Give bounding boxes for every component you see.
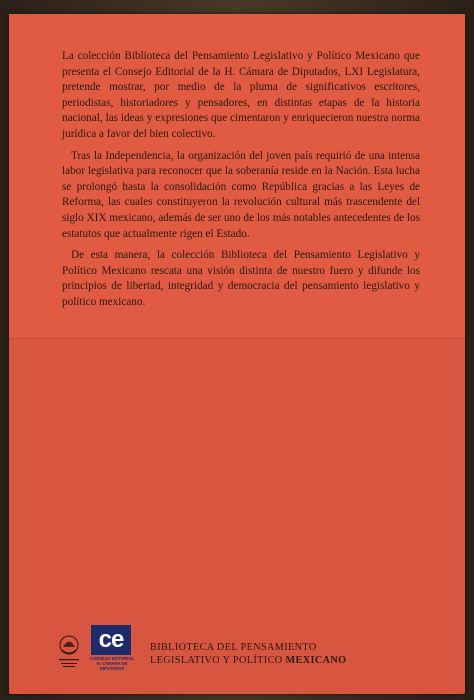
- synopsis-text: [62, 49, 420, 311]
- series-title-line2-bold: MEXICANO: [285, 655, 347, 666]
- coat-of-arms-icon: [53, 632, 85, 674]
- series-title-line1: BIBLIOTECA DEL PENSAMIENTO: [150, 642, 317, 653]
- logo-caption: CONSEJO EDITORIAL H. CÁMARA DE DIPUTADOS: [89, 656, 135, 671]
- series-title-line2-prefix: LEGISLATIVO Y POLÍTICO: [150, 655, 286, 666]
- series-title-line2: [150, 654, 430, 667]
- logo-mark: ce: [91, 625, 131, 655]
- paragraph-3: De esta manera, la colección Biblioteca del Pensamiento Legislativo y Político Mexicano rescata una visión distinta de nuestro fuero y difunde los principios de libertad, integridad y democracia del pensamiento legislativo y político mexicano.: [62, 249, 420, 308]
- series-title: [150, 641, 430, 667]
- paragraph-1: La colección Biblioteca del Pensamiento Legislativo y Político Mexicano que presenta el Consejo Editorial de la H. Cámara de Diputados, LXI Legislatura, pretende mostrar, por medio de la pluma de significativos escritores, periodistas, historiadores y pensadores, en distintas etapas de la historia nacional, las ideas y expresiones que cimentaron y enriquecieron nuestra norma jurídica a favor del bien colectivo.: [62, 50, 420, 140]
- consejo-editorial-logo: [89, 625, 135, 671]
- book-back-cover: [9, 14, 465, 694]
- text-panel: [9, 14, 465, 339]
- paragraph-2: Tras la Independencia, la organización del joven país requirió de una intensa labor legislativa para reconocer que la soberanía reside en la Nación. Esta lucha se prolongó hasta la consolidación como República gracias a las Leyes de Reforma, las cuales constituyeron la revolución cultural más trascendente del siglo XIX mexicano, además de ser uno de los más notables antecedentes de los estatutos que actualmente rigen el Estado.: [62, 149, 420, 240]
